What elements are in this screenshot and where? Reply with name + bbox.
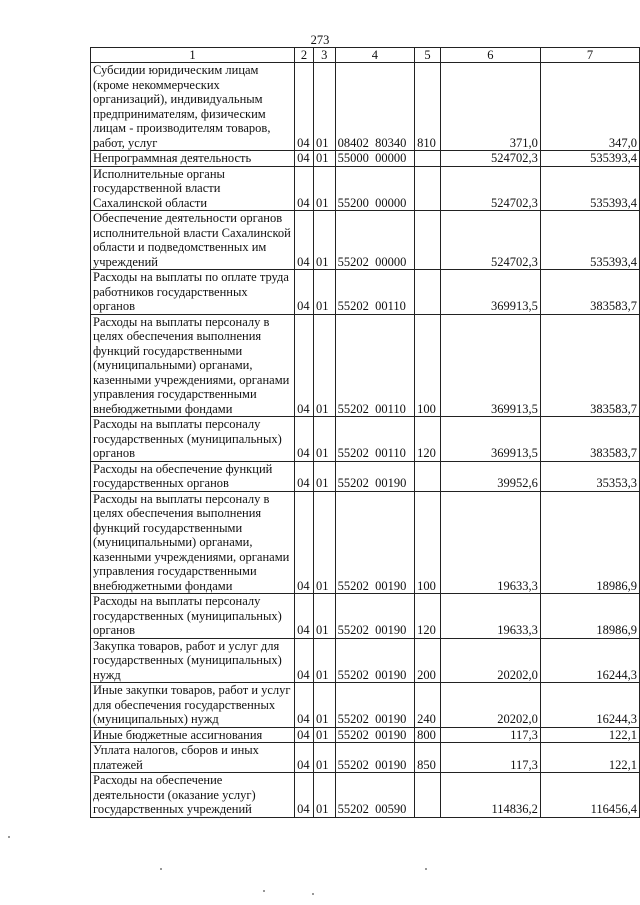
cell-csr: 55202 00190: [335, 683, 415, 728]
cell-vr: 850: [415, 743, 441, 773]
cell-name: Расходы на выплаты персоналу государственных (муниципальных) органов: [91, 417, 295, 462]
table-row: [91, 594, 640, 639]
cell-v2: 535393,4: [540, 166, 639, 211]
cell-rz: 04: [295, 491, 314, 594]
table-row: [91, 417, 640, 462]
cell-csr: 55202 00190: [335, 727, 415, 743]
cell-v1: 369913,5: [440, 314, 540, 417]
cell-pr: 01: [313, 166, 335, 211]
cell-rz: 04: [295, 166, 314, 211]
cell-name: Уплата налогов, сборов и иных платежей: [91, 743, 295, 773]
table-row: [91, 314, 640, 417]
cell-name: Непрограммная деятельность: [91, 151, 295, 167]
cell-v1: 524702,3: [440, 211, 540, 270]
cell-name: Обеспечение деятельности органов исполнительной власти Сахалинской области и подведомственных им учреждений: [91, 211, 295, 270]
cell-v1: 20202,0: [440, 683, 540, 728]
cell-name: Расходы на выплаты персоналу в целях обеспечения выполнения функций государственными (муниципальными) органами, казенными учреждениями, органами управления государственными внебюджетными фондами: [91, 314, 295, 417]
column-header: 7: [540, 48, 639, 63]
cell-vr: [415, 773, 441, 818]
cell-rz: 04: [295, 314, 314, 417]
cell-vr: [415, 211, 441, 270]
cell-rz: 04: [295, 773, 314, 818]
cell-pr: 01: [313, 461, 335, 491]
cell-vr: 100: [415, 491, 441, 594]
cell-csr: 55202 00110: [335, 417, 415, 462]
cell-pr: 01: [313, 743, 335, 773]
table-row: [91, 63, 640, 151]
cell-vr: 200: [415, 638, 441, 683]
table-row: [91, 461, 640, 491]
cell-vr: [415, 270, 441, 315]
cell-rz: 04: [295, 638, 314, 683]
cell-vr: 100: [415, 314, 441, 417]
cell-name: Исполнительные органы государственной власти Сахалинской области: [91, 166, 295, 211]
cell-pr: 01: [313, 638, 335, 683]
cell-v1: 19633,3: [440, 594, 540, 639]
cell-pr: 01: [313, 773, 335, 818]
cell-v1: 117,3: [440, 727, 540, 743]
cell-name: Иные бюджетные ассигнования: [91, 727, 295, 743]
cell-pr: 01: [313, 211, 335, 270]
cell-pr: 01: [313, 63, 335, 151]
table-row: [91, 743, 640, 773]
header-row: [91, 48, 640, 63]
cell-v1: 19633,3: [440, 491, 540, 594]
cell-rz: 04: [295, 417, 314, 462]
cell-csr: 55200 00000: [335, 166, 415, 211]
cell-name: Расходы на обеспечение деятельности (оказание услуг) государственных учреждений: [91, 773, 295, 818]
cell-v2: 535393,4: [540, 211, 639, 270]
cell-v2: 18986,9: [540, 594, 639, 639]
cell-v1: 20202,0: [440, 638, 540, 683]
cell-v2: 383583,7: [540, 314, 639, 417]
table-row: [91, 491, 640, 594]
cell-v2: 122,1: [540, 727, 639, 743]
cell-v2: 122,1: [540, 743, 639, 773]
cell-csr: 55202 00190: [335, 491, 415, 594]
cell-rz: 04: [295, 683, 314, 728]
cell-name: Субсидии юридическим лицам (кроме некоммерческих организаций), индивидуальным предпринимателям, физическим лицам - производителям товаров, работ, услуг: [91, 63, 295, 151]
cell-v2: 383583,7: [540, 417, 639, 462]
cell-csr: 08402 80340: [335, 63, 415, 151]
column-header: 1: [91, 48, 295, 63]
table-row: [91, 151, 640, 167]
cell-rz: 04: [295, 63, 314, 151]
cell-pr: 01: [313, 417, 335, 462]
cell-v1: 39952,6: [440, 461, 540, 491]
cell-v2: 35353,3: [540, 461, 639, 491]
cell-vr: 120: [415, 594, 441, 639]
cell-name: Закупка товаров, работ и услуг для государственных (муниципальных) нужд: [91, 638, 295, 683]
cell-v2: 347,0: [540, 63, 639, 151]
table-body: [91, 63, 640, 818]
cell-name: Расходы на обеспечение функций государственных органов: [91, 461, 295, 491]
cell-v2: 535393,4: [540, 151, 639, 167]
budget-table: [90, 47, 640, 818]
cell-pr: 01: [313, 683, 335, 728]
cell-vr: 240: [415, 683, 441, 728]
column-header: 6: [440, 48, 540, 63]
cell-rz: 04: [295, 727, 314, 743]
cell-rz: 04: [295, 211, 314, 270]
cell-pr: 01: [313, 727, 335, 743]
cell-v1: 524702,3: [440, 151, 540, 167]
cell-rz: 04: [295, 594, 314, 639]
cell-csr: 55202 00590: [335, 773, 415, 818]
table-row: [91, 683, 640, 728]
table-row: [91, 638, 640, 683]
cell-rz: 04: [295, 270, 314, 315]
column-header: 5: [415, 48, 441, 63]
cell-csr: 55202 00190: [335, 594, 415, 639]
cell-v1: 369913,5: [440, 417, 540, 462]
cell-v2: 16244,3: [540, 683, 639, 728]
cell-vr: [415, 151, 441, 167]
cell-vr: 800: [415, 727, 441, 743]
table-row: [91, 270, 640, 315]
column-header: 2: [295, 48, 314, 63]
cell-rz: 04: [295, 743, 314, 773]
cell-csr: 55202 00190: [335, 743, 415, 773]
cell-csr: 55000 00000: [335, 151, 415, 167]
cell-v1: 371,0: [440, 63, 540, 151]
cell-name: Расходы на выплаты персоналу государственных (муниципальных) органов: [91, 594, 295, 639]
cell-v2: 18986,9: [540, 491, 639, 594]
page-number: 273: [310, 33, 330, 47]
table-row: [91, 211, 640, 270]
cell-rz: 04: [295, 461, 314, 491]
cell-csr: 55202 00190: [335, 638, 415, 683]
cell-v2: 16244,3: [540, 638, 639, 683]
cell-v1: 114836,2: [440, 773, 540, 818]
column-header: 3: [313, 48, 335, 63]
table-row: [91, 773, 640, 818]
cell-vr: 810: [415, 63, 441, 151]
cell-pr: 01: [313, 151, 335, 167]
cell-vr: [415, 166, 441, 211]
cell-v1: 369913,5: [440, 270, 540, 315]
cell-v1: 524702,3: [440, 166, 540, 211]
cell-csr: 55202 00190: [335, 461, 415, 491]
cell-pr: 01: [313, 491, 335, 594]
table-row: [91, 727, 640, 743]
cell-v1: 117,3: [440, 743, 540, 773]
cell-name: Расходы на выплаты персоналу в целях обеспечения выполнения функций государственными (муниципальными) органами, казенными учреждениями, органами управления государственными внебюджетными фондами: [91, 491, 295, 594]
cell-csr: 55202 00000: [335, 211, 415, 270]
cell-csr: 55202 00110: [335, 270, 415, 315]
cell-csr: 55202 00110: [335, 314, 415, 417]
cell-pr: 01: [313, 270, 335, 315]
cell-vr: 120: [415, 417, 441, 462]
cell-rz: 04: [295, 151, 314, 167]
cell-name: Расходы на выплаты по оплате труда работников государственных органов: [91, 270, 295, 315]
cell-name: Иные закупки товаров, работ и услуг для обеспечения государственных (муниципальных) нужд: [91, 683, 295, 728]
cell-vr: [415, 461, 441, 491]
cell-pr: 01: [313, 314, 335, 417]
cell-pr: 01: [313, 594, 335, 639]
table-row: [91, 166, 640, 211]
column-header: 4: [335, 48, 415, 63]
cell-v2: 116456,4: [540, 773, 639, 818]
cell-v2: 383583,7: [540, 270, 639, 315]
